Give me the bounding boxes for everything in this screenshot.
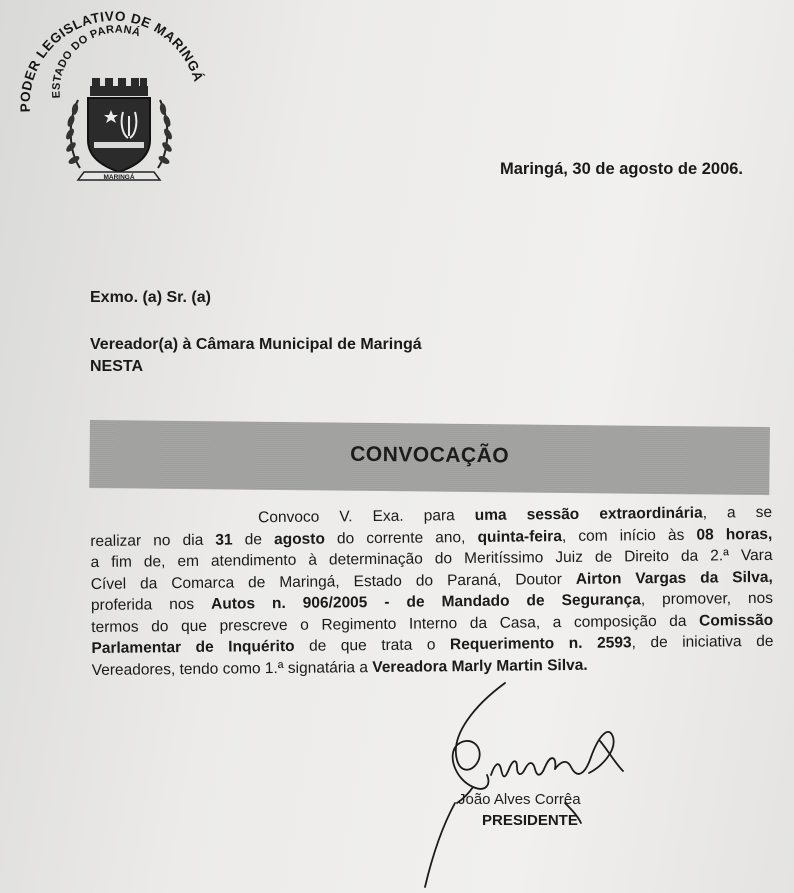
body-line: Vereadores, tendo como 1.ª signatária a Vereadora Marly Martin Silva. [91,656,588,679]
signer-role: PRESIDENTE [482,812,578,829]
body-line: termos do que prescreve o Regimento Interno da Casa, a composição da Comissão [91,611,774,636]
seal-ribbon-text: MARINGÁ [103,174,135,181]
seal-outer-text: PODER LEGISLATIVO DE MARINGÁ [17,8,207,113]
body-line: Parlamentar de Inquérito de que trata o Requerimento n. 2593, de iniciativa de [91,632,774,657]
recipient: Vereador(a) à Câmara Municipal de Maringá [90,336,422,353]
signer-name: João Alves Corrêa [458,791,581,808]
body-line: Convoco V. Exa. para uma sessão extraordinária, a se [258,503,773,527]
body-line: a fim de, em atendimento à determinação do Meritíssimo Juiz de Direito da 2.ª Vara [90,546,773,571]
seal-inner-text: ESTADO DO PARANÁ [50,23,143,99]
body-paragraph [90,502,774,681]
recipient-location: NESTA [90,358,144,375]
body-line: proferida nos Autos n. 906/2005 - de Mandado de Segurança, promover, nos [90,589,774,614]
title-banner [89,420,770,495]
letter-date: Maringá, 30 de agosto de 2006. [500,160,744,178]
document-title: CONVOCAÇÃO [350,442,510,468]
salutation: Exmo. (a) Sr. (a) [90,289,211,306]
body-line: Cível da Comarca de Maringá, Estado do Paraná, Doutor Airton Vargas da Silva, [90,568,773,593]
handwritten-signature [395,675,655,890]
body-line: realizar no dia 31 de agosto do corrente ano, quinta-feira, com início às 08 horas, [90,525,773,550]
legislative-seal-icon [8,0,208,195]
